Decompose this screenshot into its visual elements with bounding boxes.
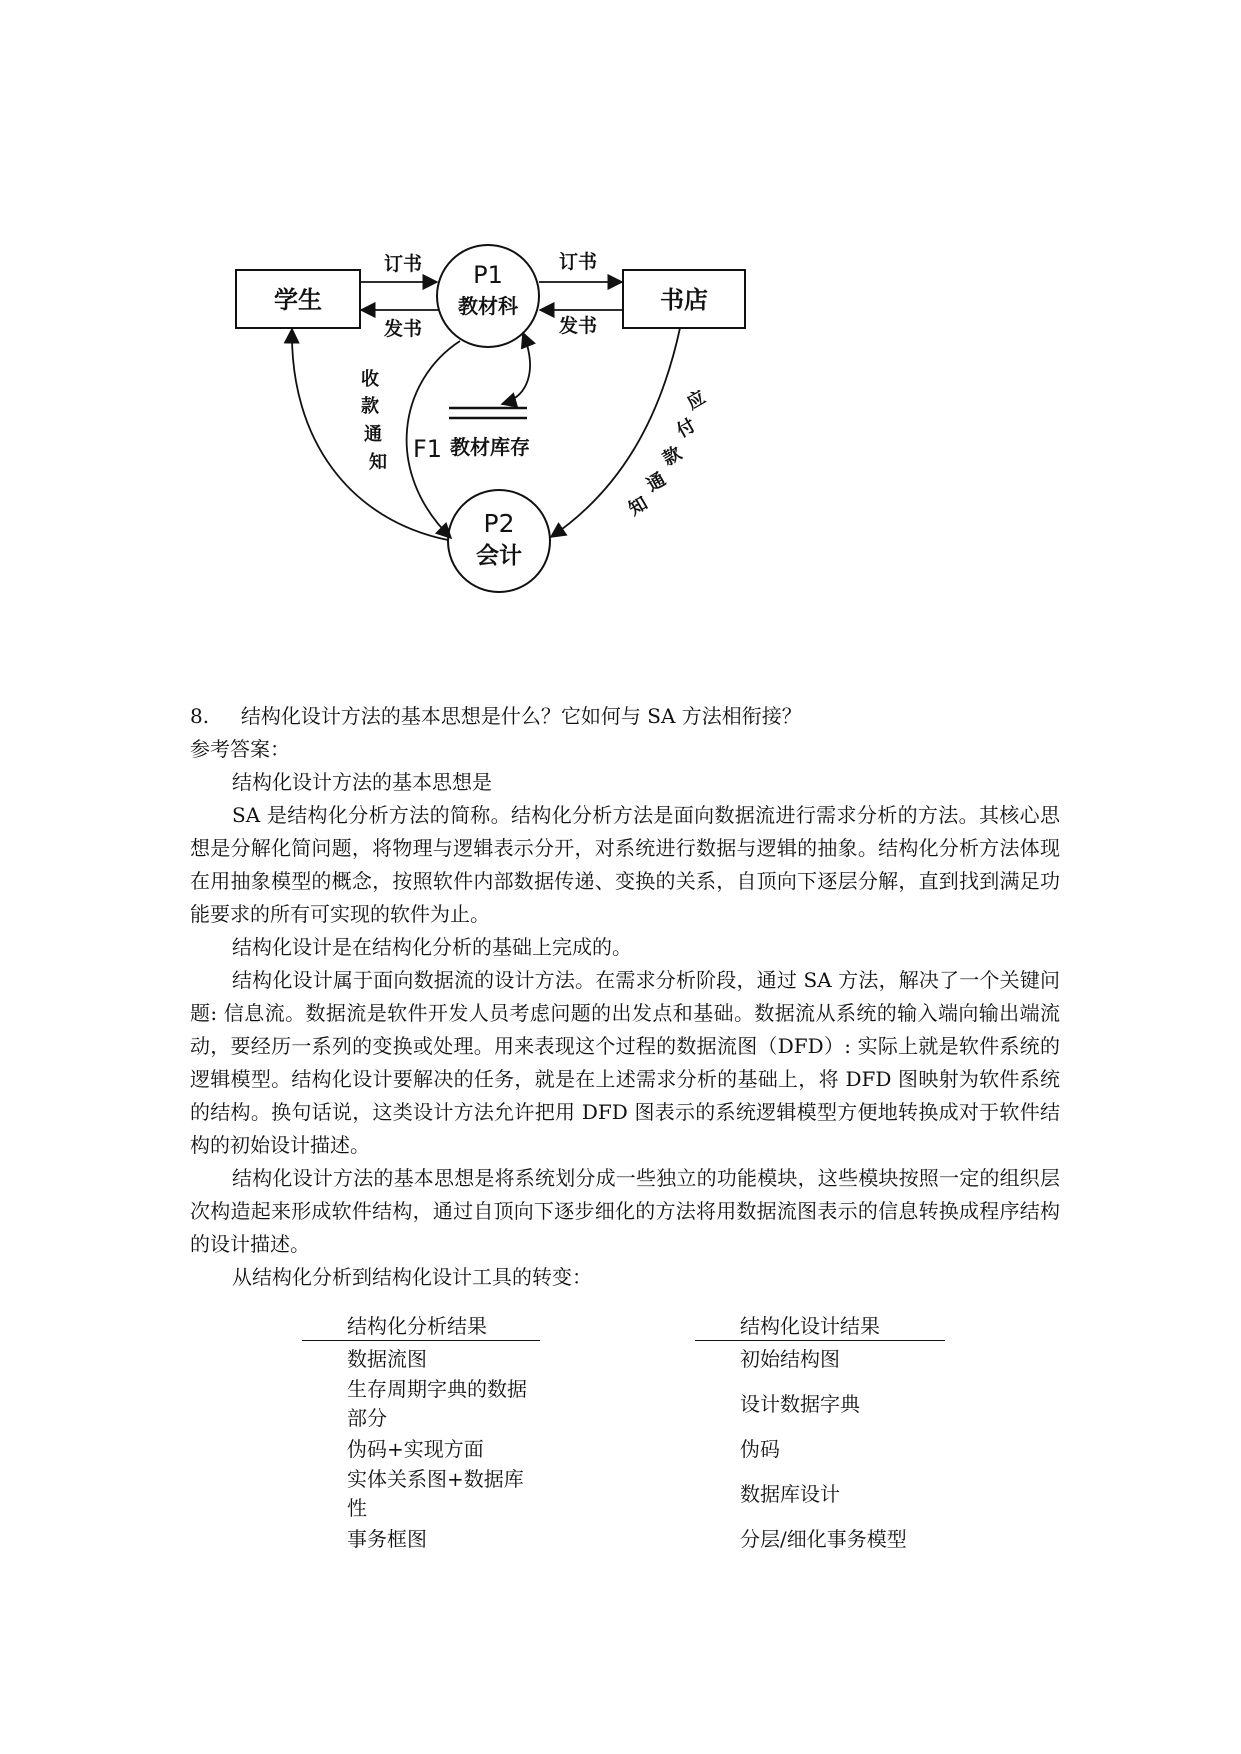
table-cell: 生存周期字典的数据部分 (347, 1377, 527, 1430)
entity-student-label: 学生 (274, 286, 322, 314)
table-row (302, 1521, 945, 1553)
table-gap (540, 1341, 695, 1374)
data-flow-diagram (0, 0, 1241, 640)
table-cell: 初始结构图 (740, 1346, 840, 1371)
answer-label: 参考答案： (190, 737, 290, 761)
entity-student (236, 270, 360, 328)
process-p1-name: 教材科 (458, 294, 518, 318)
receipt-char: 通 (364, 424, 382, 445)
table-cell: 伪码+实现方面 (347, 1436, 484, 1461)
flow-label-ship-right: 发书 (558, 315, 598, 337)
table-gap (540, 1308, 695, 1341)
data-store-id: F1 (413, 435, 443, 463)
receipt-char: 款 (361, 396, 379, 417)
flow-label-payment-notice (625, 386, 710, 520)
table-cell: 伪码 (740, 1436, 780, 1461)
data-store-f1 (413, 408, 530, 463)
process-p2 (448, 490, 550, 592)
flow-label-order-right: 订书 (558, 251, 598, 273)
receipt-char: 收 (361, 369, 379, 390)
document-body (190, 700, 1060, 1294)
receipt-char: 知 (369, 452, 387, 473)
table-gap (540, 1431, 695, 1463)
payment-char: 知 (625, 492, 652, 521)
flow-label-receipt-notice (361, 368, 387, 473)
table-row (302, 1341, 945, 1374)
process-p1-id: P1 (473, 261, 503, 289)
paragraph: SA 是结构化分析方法的简称。结构化分析方法是面向数据流进行需求分析的方法。其核心思想是分解化简问题，将物理与逻辑表示分开，对系统进行数据与逻辑的抽象。结构化分析方法体现在用抽象模型的概念，按照软件内部数据传递、变换的关系，自顶向下逐层分解，直到找到满足功能要求的所有可实现的软件为止。 (190, 803, 1060, 926)
paragraph: 结构化设计方法的基本思想是将系统划分成一些独立的功能模块，这些模块按照一定的组织层次构造起来形成软件结构，通过自顶向下逐步细化的方法将用数据流图表示的信息转换成程序结构的设计描述。 (190, 1166, 1060, 1256)
process-p2-name: 会计 (476, 543, 522, 569)
flow-label-ship-left: 发书 (383, 318, 423, 340)
process-p1 (437, 245, 539, 347)
payment-char: 应 (683, 386, 710, 415)
question-line (190, 700, 1060, 733)
payment-char: 通 (643, 468, 670, 497)
process-p2-id: P2 (483, 509, 515, 538)
table-header-design: 结构化设计结果 (695, 1308, 945, 1341)
flow-payment-notice (551, 328, 680, 537)
table-gap (540, 1463, 695, 1521)
table-cell: 分层/细化事务模型 (740, 1526, 907, 1551)
entity-bookstore-label: 书店 (660, 286, 708, 314)
table-header-analysis: 结构化分析结果 (302, 1308, 540, 1341)
table-gap (540, 1521, 695, 1553)
table-cell: 事务框图 (347, 1526, 427, 1551)
payment-char: 款 (659, 442, 686, 471)
table-gap (540, 1373, 695, 1431)
question-text: 结构化设计方法的基本思想是什么？它如何与 SA 方法相衔接？ (240, 704, 802, 728)
entity-bookstore (623, 270, 745, 328)
paragraph: 结构化设计属于面向数据流的设计方法。在需求分析阶段，通过 SA 方法，解决了一个关键问题: 信息流。数据流是软件开发人员考虑问题的出发点和基础。数据流从系统的输入端向输出端流动，要经历一系列的变换或处理。用来表现这个过程的数据流图（DFD）: 实际上就是软件系统的逻辑模型。结构化设计要解决的任务，就是在上述需求分析的基础上，将 DFD 图映射为软件系统的结构。换句话说，这类设计方法允许把用 DFD 图表示的系统逻辑模型方便地转换成对于软件结构的初始设计描述。 (190, 968, 1060, 1157)
table-cell: 数据流图 (347, 1346, 427, 1371)
question-number: 8. (190, 704, 210, 728)
table-row (302, 1373, 945, 1431)
paragraph: 结构化设计是在结构化分析的基础上完成的。 (232, 935, 632, 959)
data-store-name: 教材库存 (450, 435, 530, 459)
table-cell: 数据库设计 (740, 1481, 840, 1506)
table-row (302, 1463, 945, 1521)
paragraph: 结构化设计方法的基本思想是 (232, 770, 492, 794)
payment-char: 付 (673, 414, 700, 443)
paragraph: 从结构化分析到结构化设计工具的转变： (232, 1265, 592, 1289)
tool-comparison-table (302, 1308, 945, 1553)
table-row (302, 1431, 945, 1463)
flow-label-order-left: 订书 (383, 253, 423, 275)
table-header-row (302, 1308, 945, 1341)
table-cell: 实体关系图+数据库性 (347, 1467, 524, 1520)
table-cell: 设计数据字典 (740, 1391, 860, 1416)
